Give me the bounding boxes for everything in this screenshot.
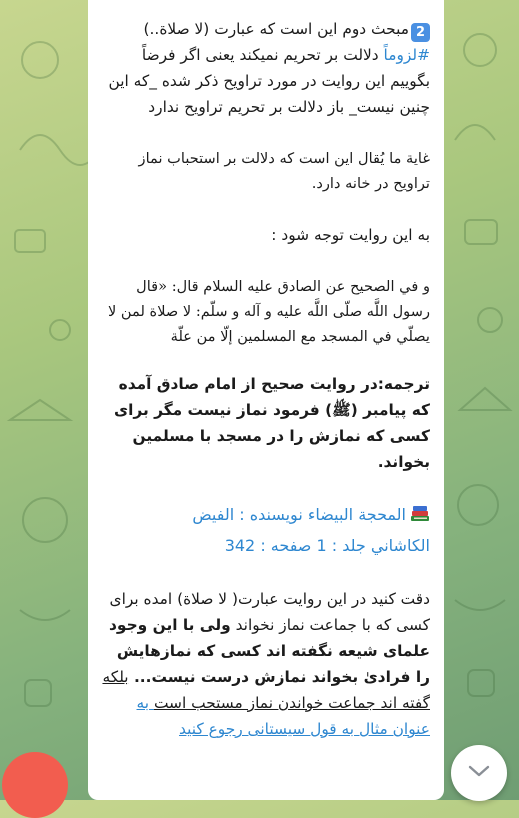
paragraph-hadith-arabic: و في الصحيح عن الصادق عليه السلام قال: «قال رسول اللَّه صلّى اللَّه عليه و آله و سلّم: لا صلاة لمن لا يصلّي في المسجد مع المسلمين إلّا من علّة [107,278,430,345]
books-icon [410,504,430,532]
chevron-down-icon [467,763,491,783]
paragraph-note-link[interactable]: به عنوان مثال به قول سیستانی رجوع کنید [136,694,430,738]
keycap-2-icon: 2 [411,23,430,42]
paragraph-conclusion: غاية ما يُقال این است که دلالت بر استحباب نماز تراویح در خانه دارد. [138,150,430,192]
paragraph-topic-two-text: مبحث دوم این است که عبارت (لا صلاة..) [143,20,409,38]
scroll-down-button[interactable] [451,745,507,801]
avatar[interactable] [2,752,68,818]
paragraph-topic-two [102,16,430,120]
paragraph-translation: ترجمه:در روایت صحیح از امام صادق آمده که پیامبر (ﷺ) فرمود نماز نیست مگر برای کسی که نمازش را در مسجد با مسلمین بخواند. [114,375,430,471]
hashtag-link[interactable]: #لزوماً [383,46,430,64]
paragraph-note-text: دقت کنید در این روایت عبارت( لا صلاة) امده برای کسی که با جماعت نماز نخواند [109,590,430,634]
paragraph-topic-two-rest: دلالت بر تحریم نمیکند یعنی اگر فرضاً بگوییم این روایت در مورد تراویح ذکر شده _که این چنین نیست_ باز دلالت بر تحریم تراویح ندارد [108,46,430,116]
paragraph-attention: به این روایت توجه شود : [271,226,430,244]
paragraph-note-underlined: بلکه گفته اند جماعت خواندن نماز مستحب است [102,668,430,712]
message-bubble[interactable] [88,0,444,800]
paragraph-note [102,586,430,742]
source-reference[interactable] [102,501,430,560]
source-line-2: الكاشاني جلد : 1 صفحه : 342 [224,536,430,555]
source-line-1: المحجة البيضاء نویسنده : الفيض [192,505,406,524]
paragraph-note-bold: ولی با این وجود علمای شیعه نگفته اند کسی که نمازهایش را فرادیٰ بخواند نمازش درست نیست... [109,616,430,686]
